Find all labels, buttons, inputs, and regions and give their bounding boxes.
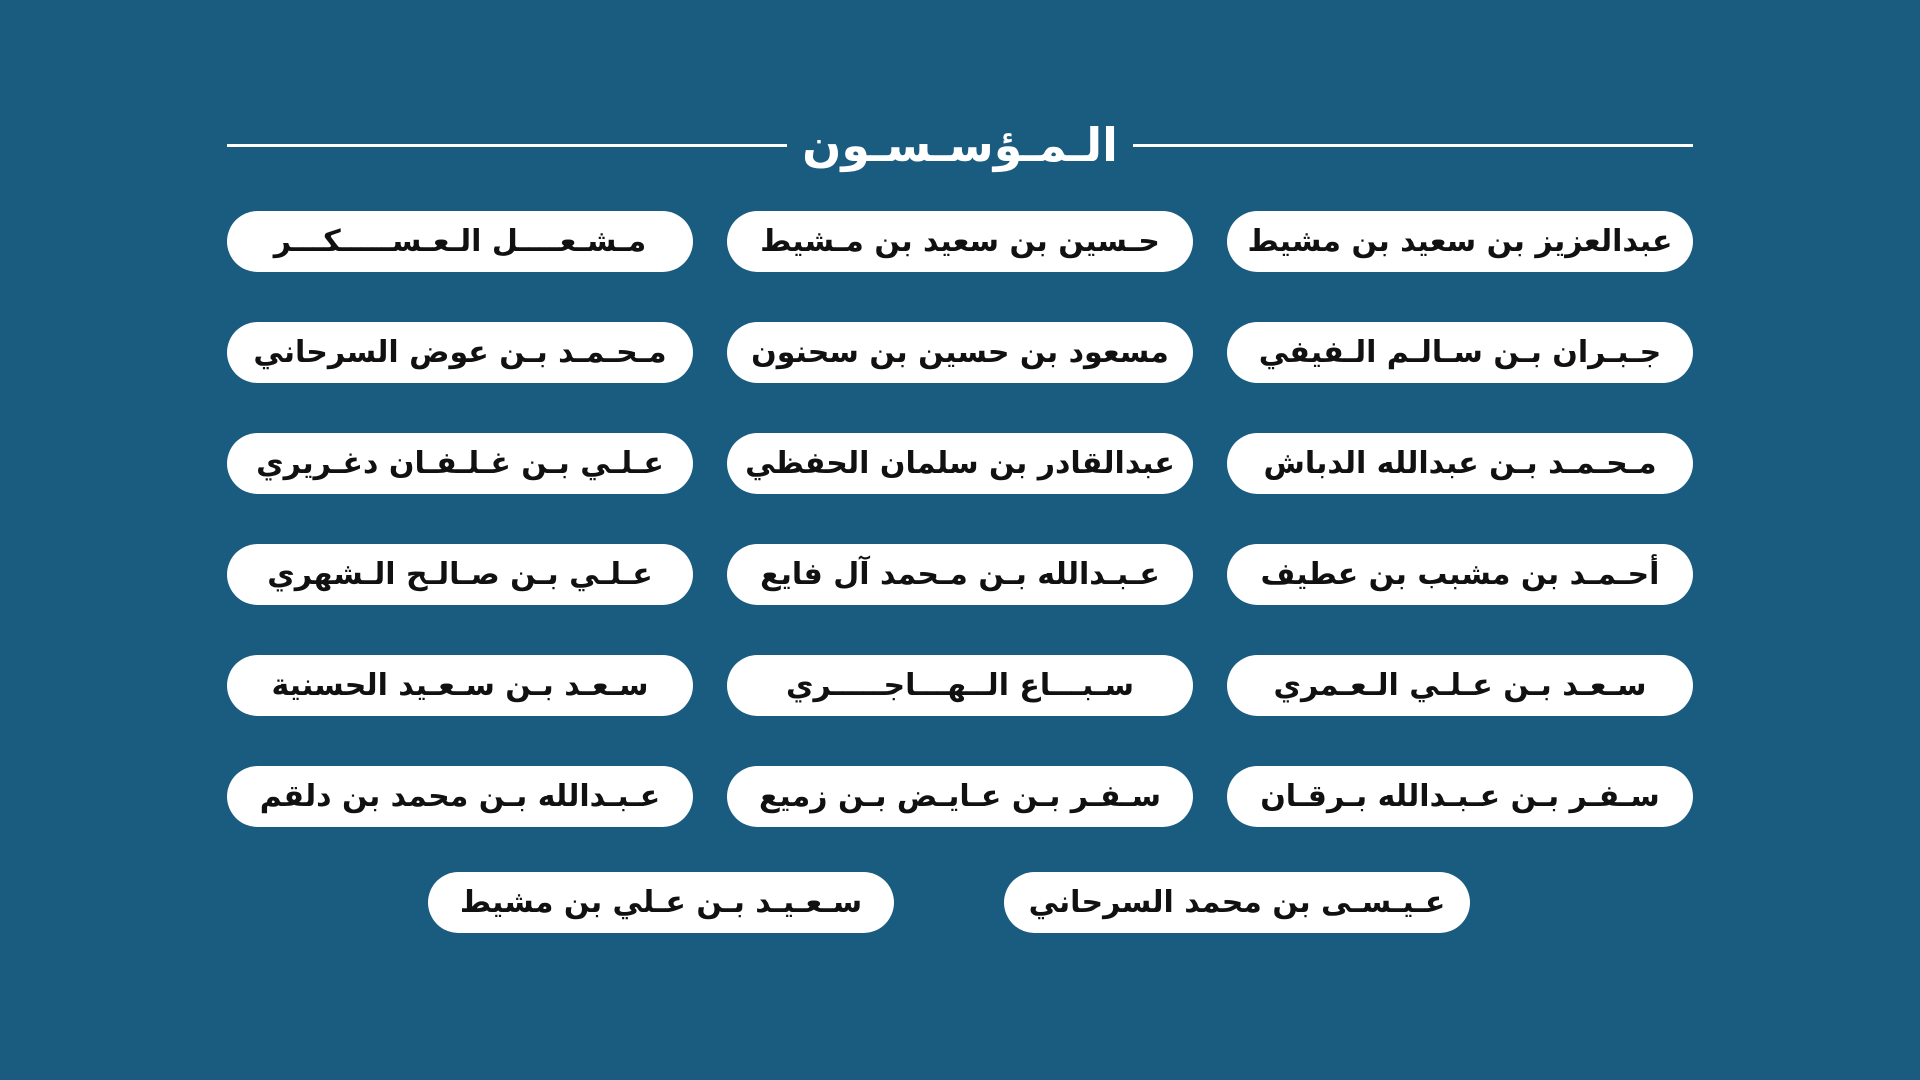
founder-name: سـعـيـد بـن عـلي بن مشيط	[428, 872, 894, 933]
page-title: الـمـؤسـسـون	[802, 118, 1118, 172]
founder-name: عـيـسـى بن محمد السرحاني	[1004, 872, 1470, 933]
founders-bottom-row	[428, 872, 1470, 933]
header	[227, 105, 1693, 185]
founder-name: عبدالعزيز بن سعيد بن مشيط	[1227, 211, 1693, 272]
founder-name: حـسين بن سعيد بن مـشيط	[727, 211, 1193, 272]
founders-grid	[227, 211, 1693, 827]
founder-name: أحـمـد بن مشبب بن عطيف	[1227, 544, 1693, 605]
founder-name: سـعـد بـن سـعـيد الحسنية	[227, 655, 693, 716]
divider-line-right	[1133, 144, 1693, 147]
founder-name: مـحـمـد بـن عبدالله الدباش	[1227, 433, 1693, 494]
founder-name: مـحـمـد بـن عوض السرحاني	[227, 322, 693, 383]
founder-name: عـلـي بـن غـلـفـان دغـريري	[227, 433, 693, 494]
divider-line-left	[227, 144, 787, 147]
founder-name: مـشـعــــل الـعـســـــكـــر	[227, 211, 693, 272]
founder-name: عـلـي بـن صـالـح الـشهري	[227, 544, 693, 605]
founder-name: سـفـر بـن عـبـدالله بـرقـان	[1227, 766, 1693, 827]
founder-name: جـبـران بـن سـالـم الـفيفي	[1227, 322, 1693, 383]
founder-name: سـبـــاع الــهـــاجـــــري	[727, 655, 1193, 716]
founder-name: سـعـد بـن عـلـي الـعـمري	[1227, 655, 1693, 716]
founder-name: عـبـدالله بـن مـحمد آل فايع	[727, 544, 1193, 605]
founder-name: عبدالقادر بن سلمان الحفظي	[727, 433, 1193, 494]
founder-name: سـفـر بـن عـايـض بـن زميع	[727, 766, 1193, 827]
founder-name: مسعود بن حسين بن سحنون	[727, 322, 1193, 383]
founder-name: عـبـدالله بـن محمد بن دلقم	[227, 766, 693, 827]
